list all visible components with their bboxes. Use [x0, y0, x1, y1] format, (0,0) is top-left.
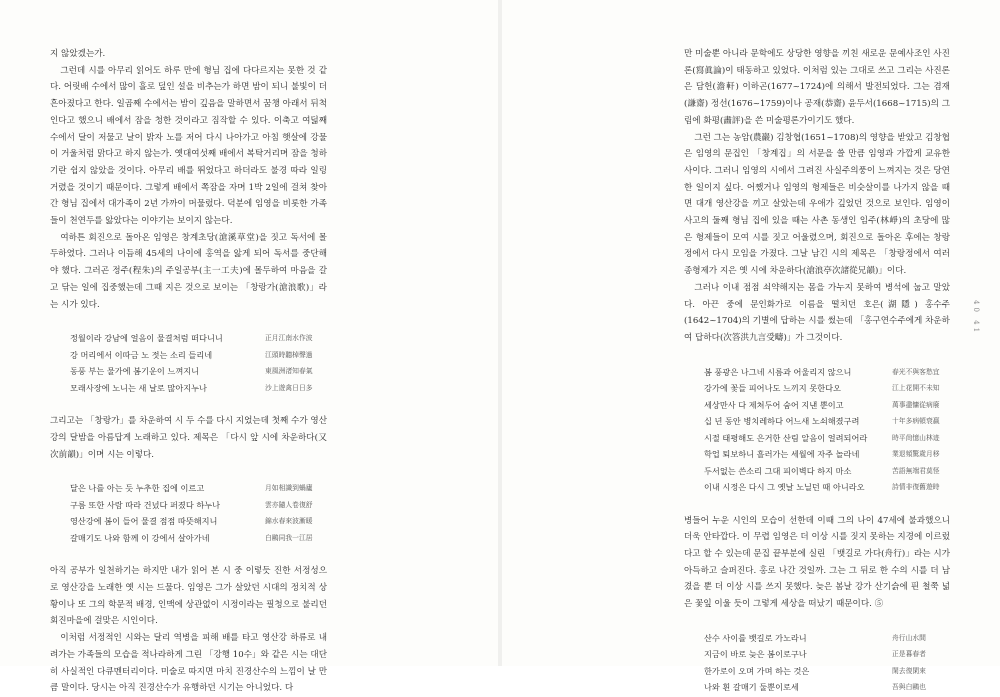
- poem-line: 갈매기도 나와 함께 이 강에서 살아가네 白鷗同我一江居: [70, 532, 313, 543]
- poem-line: 십 년 동안 병치레하다 어느새 노쇠해졌구려 十年多病頓衰羸: [704, 416, 940, 427]
- paragraph: 아직 공부가 일천하기는 하지만 내가 읽어 본 시 중 이렇듯 진한 서정성으로 영산강을 노래한 옛 시는 드물다. 임영은 그가 살았던 시대의 정치적 상황이나 또 그의 학문적 배경, 인맥에 상관없이 시정이라는 필청으로 불리던 회진마을에 걸맞은 시인이다.: [50, 566, 327, 627]
- poem-line: 강가에 꽃들 피어나도 느끼지 못한다오 江上花開不未知: [704, 383, 940, 394]
- paragraph: 그리고는 「창랑가」를 차운하여 시 두 수를 다시 지었는데 첫째 수가 영산강의 달밤을 아름답게 노래하고 있다. 제목은 「다시 앞 시에 차운하다(又次前韻)」이며 시는 이렇다.: [50, 416, 327, 460]
- poem-line: 영산강에 봄이 들어 물결 점점 따뜻해지니 錦水春來波漸暖: [70, 516, 313, 527]
- paragraph: 병들어 누운 시인의 모습이 선한데 이때 그의 나이 47세에 불과했으니 더욱 안타깝다. 이 무렵 임영은 더 이상 시를 짓지 못하는 지경에 이르렀다고 할 수 있는데 문집 끝부분에 실린 「뱃길로 가다(舟行)」라는 시가 아득하고 슬퍼진다. 홍로 나간 것일까. 그는 그 뒤로 한 수의 시를 더 남겼을 뿐 더 이상 시를 쓰지 못했다. 늦은 봄날 강가 산기슭에 핀 철쭉 넓은 꽃잎 이울 듯이 그렇게 세상을 떠났기 때문이다. ⑤: [684, 515, 950, 610]
- paragraph: 그런데 시를 아무리 읽어도 하루 만에 형님 집에 다다르지는 못한 것 같다. 어릿배 수에서 많이 흘로 덮인 설을 비추는가 하면 밤이 되니 불빛이 더 흔아졌다고 한다. 일곱째 수에서는 밤이 깊음을 말하면서 꿈챙 아래서 뒤척인다고 했으니 배에서 잠을 청한 것이라고 짐작할 수 있다. 이축고 여덟째 수에서 달이 저물고 날이 밝자 노를 저어 다시 나아가고 아침 햇살에 강물이 거울처럼 맑다고 하지 않는가. 옛대여섯째 배에서 복탁거리며 잠을 청하기란 쉽지 않았을 것이다. 아무리 배를 뛰었다고 하더라도 불경 따라 일링거렸을 것이기 때문이다. 그렇게 배에서 쪽잠을 자며 1박 2일에 걸쳐 찾아간 형님 집에서 대가족이 2년 가까이 머물렀다. 덕분에 임영을 비롯한 가족들이 천연두를 앓았다는 이야기는 보이지 않는다.: [50, 65, 327, 227]
- poem-line: 나와 흰 갈매기 둘뿐이로세 吾與白鷗也: [704, 682, 926, 693]
- paragraph: 여하튼 회진으로 돌아온 임영은 창계초당(滄溪草堂)을 짓고 독서에 몰두하였다. 그러나 이듬해 45세의 나이에 홍역을 앓게 되어 독서를 중단해야 했다. 그러곤 정주(程朱)의 주일공부(主一工夫)에 몰두하여 마음을 갈고 닦는 일에 집중했는데 그때 지은 것으로 보이는 「창랑가(滄浪歌)」라는 시가 있다.: [50, 232, 327, 310]
- poem-line: 동풍 부는 물가에 봄기운이 느껴지니 東風洲渚知春氣: [70, 366, 313, 377]
- poem-line: 달은 나를 아는 듯 누추한 집에 이르고 月如相識到蝸廬: [70, 483, 313, 494]
- poem-line: 구름 또한 사람 따라 건넜다 퍼졌다 하누나 雲亦隨人卷復舒: [70, 499, 313, 510]
- poem-line: 학업 퇴보하니 흘러가는 세월에 자주 놀라네 業退頻驚歲月移: [704, 449, 940, 460]
- poem-line: 지금이 바로 늦은 봄이로구나 正是暮春者: [704, 649, 926, 660]
- poem-line: 강 머리에서 이따금 노 젓는 소리 들리네 江頭時聽棹聲過: [70, 349, 313, 360]
- poem-line: 산수 사이를 뱃길로 가노라니 舟行山水間: [704, 632, 926, 643]
- poem-line: 세상만사 다 제쳐두어 숨어 지낸 뿐이고 萬事盡慵從病廢: [704, 399, 940, 410]
- poem-line: 한가로이 오며 가며 하는 것은 閑去復閑來: [704, 665, 926, 676]
- poem-line: 모래사장에 노니는 새 날로 많아지누나 沙上遊禽日日多: [70, 382, 313, 393]
- poem-line: 두서없는 쓴소리 그대 피이벽다 하지 마소 苦語無端君莫怪: [704, 465, 940, 476]
- page-numbers: 40 41: [972, 300, 980, 336]
- left-page: [0, 0, 498, 694]
- poem-block: [704, 364, 950, 496]
- poem-line: 봄 풍광은 나그네 시름과 어울리지 않으니 春光不與客愁宜: [704, 366, 940, 377]
- poem-line: 이내 시정은 다시 그 옛날 노닐던 때 아니라오 詩情非復舊遊時: [704, 482, 940, 493]
- poem-block: [70, 330, 327, 396]
- left-text-column: [50, 46, 327, 697]
- right-page: [502, 0, 1000, 693]
- paragraph: 그런 그는 농암(農巖) 김창협(1651~1708)의 영향을 받았고 김창협은 임영의 문집인 「창계집」의 서문을 쓸 만큼 임영과 가깝게 교유한 사이다. 그러니 임영의 시에서 그려진 사실주의풍이 느껴지는 것은 당연한 일이지 싶다. 어쨌거나 임영의 형제들은 비슷살이를 나가지 않을 때면 대개 영산강을 끼고 살았는데 우애가 깊었던 것으로 보인다. 임영이 사고의 둘째 형님 집에 있을 때는 사촌 동생인 임주(林崢)의 초당에 많은 형제들이 모여 시를 짓고 어울렸으며, 회진으로 돌아온 후에는 창랑정에서 다시 모임을 가졌다. 그날 남긴 시의 제목은 「창랑정에서 여러 종형제가 지은 옛 시에 차운하다(滄浪亭次諸從兄韻)」이다.: [684, 132, 950, 277]
- poem-block: [70, 480, 327, 546]
- paragraph: 지 않았겠는가.: [50, 49, 106, 59]
- paragraph: 만 미술뿐 아니라 문학에도 상당한 영향을 끼친 새로운 문예사조인 사진론(寫眞論)이 태동하고 있었다. 이처럼 있는 그대로 쓰고 그리는 사진론은 담헌(澹軒) 이하곤(1677~1724)에 의해서 발전되었다. 그는 겸재(謙齋) 정선(1676~1759)이나 공재(恭齋) 윤두서(1668~1715)의 그림에 화평(畵評)을 쓴 미술평론가이기도 했다.: [684, 49, 950, 126]
- poem-line: 정월이라 강남에 얼음이 물결처럼 떠다니니 正月江南水作波: [70, 333, 313, 344]
- poem-block: [704, 630, 950, 696]
- paragraph: 이처럼 서정적인 시와는 달리 역병을 피해 배를 타고 영산강 하류로 내려가는 가족들의 모습을 적나라하게 그린 「강행 10수」와 같은 시는 대단히 사실적인 다큐멘터리이다. 미술로 따지면 마치 진경산수의 느낌이 날 만큼 말이다. 당시는 아직 진경산수가 유행하던 시기는 아니었다. 다: [50, 633, 327, 694]
- paragraph: 그러나 이내 점점 쇠약해지는 몸을 가누지 못하여 병석에 눕고 말았다. 아끈 중에 문인화가로 이름을 떨치던 호은(湖隱) 홍수주(1642~1704)의 기별에 답하는 시를 썼는데 「홍구연수주에게 차운하여 답하다(次答洪九言受疇)」가 그것이다.: [684, 282, 950, 343]
- poem-line: 시절 태평해도 은거한 산림 알음이 얼려되어라 時平尙憶山林迹: [704, 432, 940, 443]
- right-text-column: [684, 46, 950, 696]
